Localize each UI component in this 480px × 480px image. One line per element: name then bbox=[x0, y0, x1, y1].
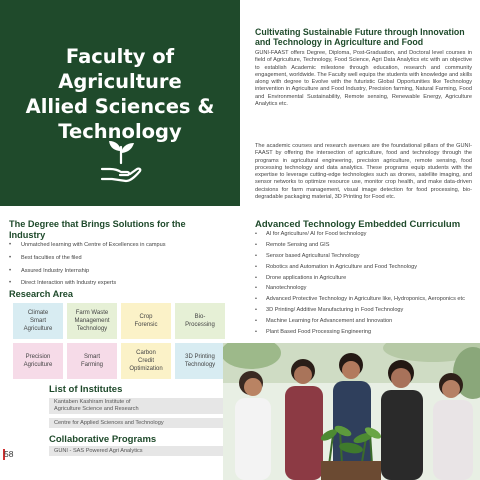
research-cell: 3D Printing Technology bbox=[175, 343, 225, 379]
research-heading: Research Area bbox=[9, 289, 74, 299]
research-cell: Bio- Processing bbox=[175, 303, 225, 339]
research-cell: Precision Agriculture bbox=[13, 343, 63, 379]
list-item: • Advanced Protective Technology in Agriculture like, Hydroponics, Aeroponics etc bbox=[255, 296, 473, 303]
program-item: GUNI - SAS Powered Agri Analytics bbox=[49, 446, 232, 456]
list-item: • Machine Learning for Advancement and Innovation bbox=[255, 318, 473, 325]
programs-heading: Collaborative Programs bbox=[49, 434, 157, 445]
list-item: • Nanotechnology bbox=[255, 285, 473, 292]
tech-curriculum-list bbox=[255, 231, 473, 340]
institute-item: Centre for Applied Sciences and Technology bbox=[49, 418, 232, 428]
list-item: • 3D Printing/ Additive Manufacturing in Food Technology bbox=[255, 307, 473, 314]
list-item: • Unmatched learning with Centre of Excellences in campus bbox=[9, 239, 237, 252]
institutes-heading: List of Institutes bbox=[49, 384, 123, 395]
faculty-hero bbox=[0, 0, 240, 206]
students-with-plants-photo bbox=[223, 343, 480, 480]
faculty-title: Faculty of Agriculture Allied Sciences & Technology bbox=[25, 45, 215, 143]
intro-paragraph: GUNI-FAAST offers Degree, Diploma, Post-Graduation, and Doctoral level courses in field of Agriculture, Technology, Food Science, Agri Data Analytics etc with an objective to establish Academic milestone through education, research and community engagement, worldwide. The Faculty well equips the students with knowledge and skills along with degree to Evolve with the futuristic Global Opportunities like Technology intervention in Agriculture and Food Industry, Precision farming, Natural Farming, Food and Environmental Sustainability, Remote sensing, Renewable Energy, Agriculture Analytics etc. bbox=[255, 50, 472, 108]
research-cell: Farm Waste Management Technology bbox=[67, 303, 117, 339]
list-item: • Best faculties of the filed bbox=[9, 252, 237, 265]
tech-heading: Advanced Technology Embedded Curriculum bbox=[255, 219, 461, 230]
list-item: • Robotics and Automation in Agriculture and Food Technology bbox=[255, 264, 473, 271]
research-cell: Carbon Credit Optimization bbox=[121, 343, 171, 379]
intro-title: Cultivating Sustainable Future through Innovation and Technology in Agriculture and Food bbox=[255, 27, 465, 47]
research-cell: Climate Smart Agriculture bbox=[13, 303, 63, 339]
list-item: • Direct Interaction with Industry experts bbox=[9, 277, 237, 290]
list-item: • Plant Based Food Processing Engineering bbox=[255, 329, 473, 336]
intro-paragraph: The academic courses and research avenues are the foundational pillars of the GUNI-FAAST by offering the intersection of agriculture, food and technology through the programs in agricultural engineering, precision agriculture, remote sensing, food processing technology and data analytics. These programs equip students with the expertise to leverage cutting-edge technologies such as drones, satellite imaging, and sensor networks to optimize resource use, monitor crop health, and make data-driven decisions for farm management, visual image detection for food processing, bio-degradable packaging material, 3D Printing for Food etc. bbox=[255, 143, 472, 201]
list-item: • Sensor based Agricultural Technology bbox=[255, 253, 473, 260]
institute-item: Kantaben Kashiram Institute of Agriculture Science and Research bbox=[49, 398, 232, 414]
list-item: • Assured Industry Internship bbox=[9, 265, 237, 278]
page-number: 58 bbox=[4, 449, 14, 459]
research-cell: Smart Farming bbox=[67, 343, 117, 379]
list-item: • Remote Sensing and GIS bbox=[255, 242, 473, 249]
research-cell: Crop Forensic bbox=[121, 303, 171, 339]
degree-heading: The Degree that Brings Solutions for the Industry bbox=[9, 219, 186, 240]
degree-bullet-list bbox=[9, 239, 237, 290]
list-item: • Drone applications in Agriculture bbox=[255, 275, 473, 282]
list-item: • AI for Agriculture/ AI for Food technology bbox=[255, 231, 473, 238]
hand-with-sprout-icon bbox=[99, 138, 143, 184]
